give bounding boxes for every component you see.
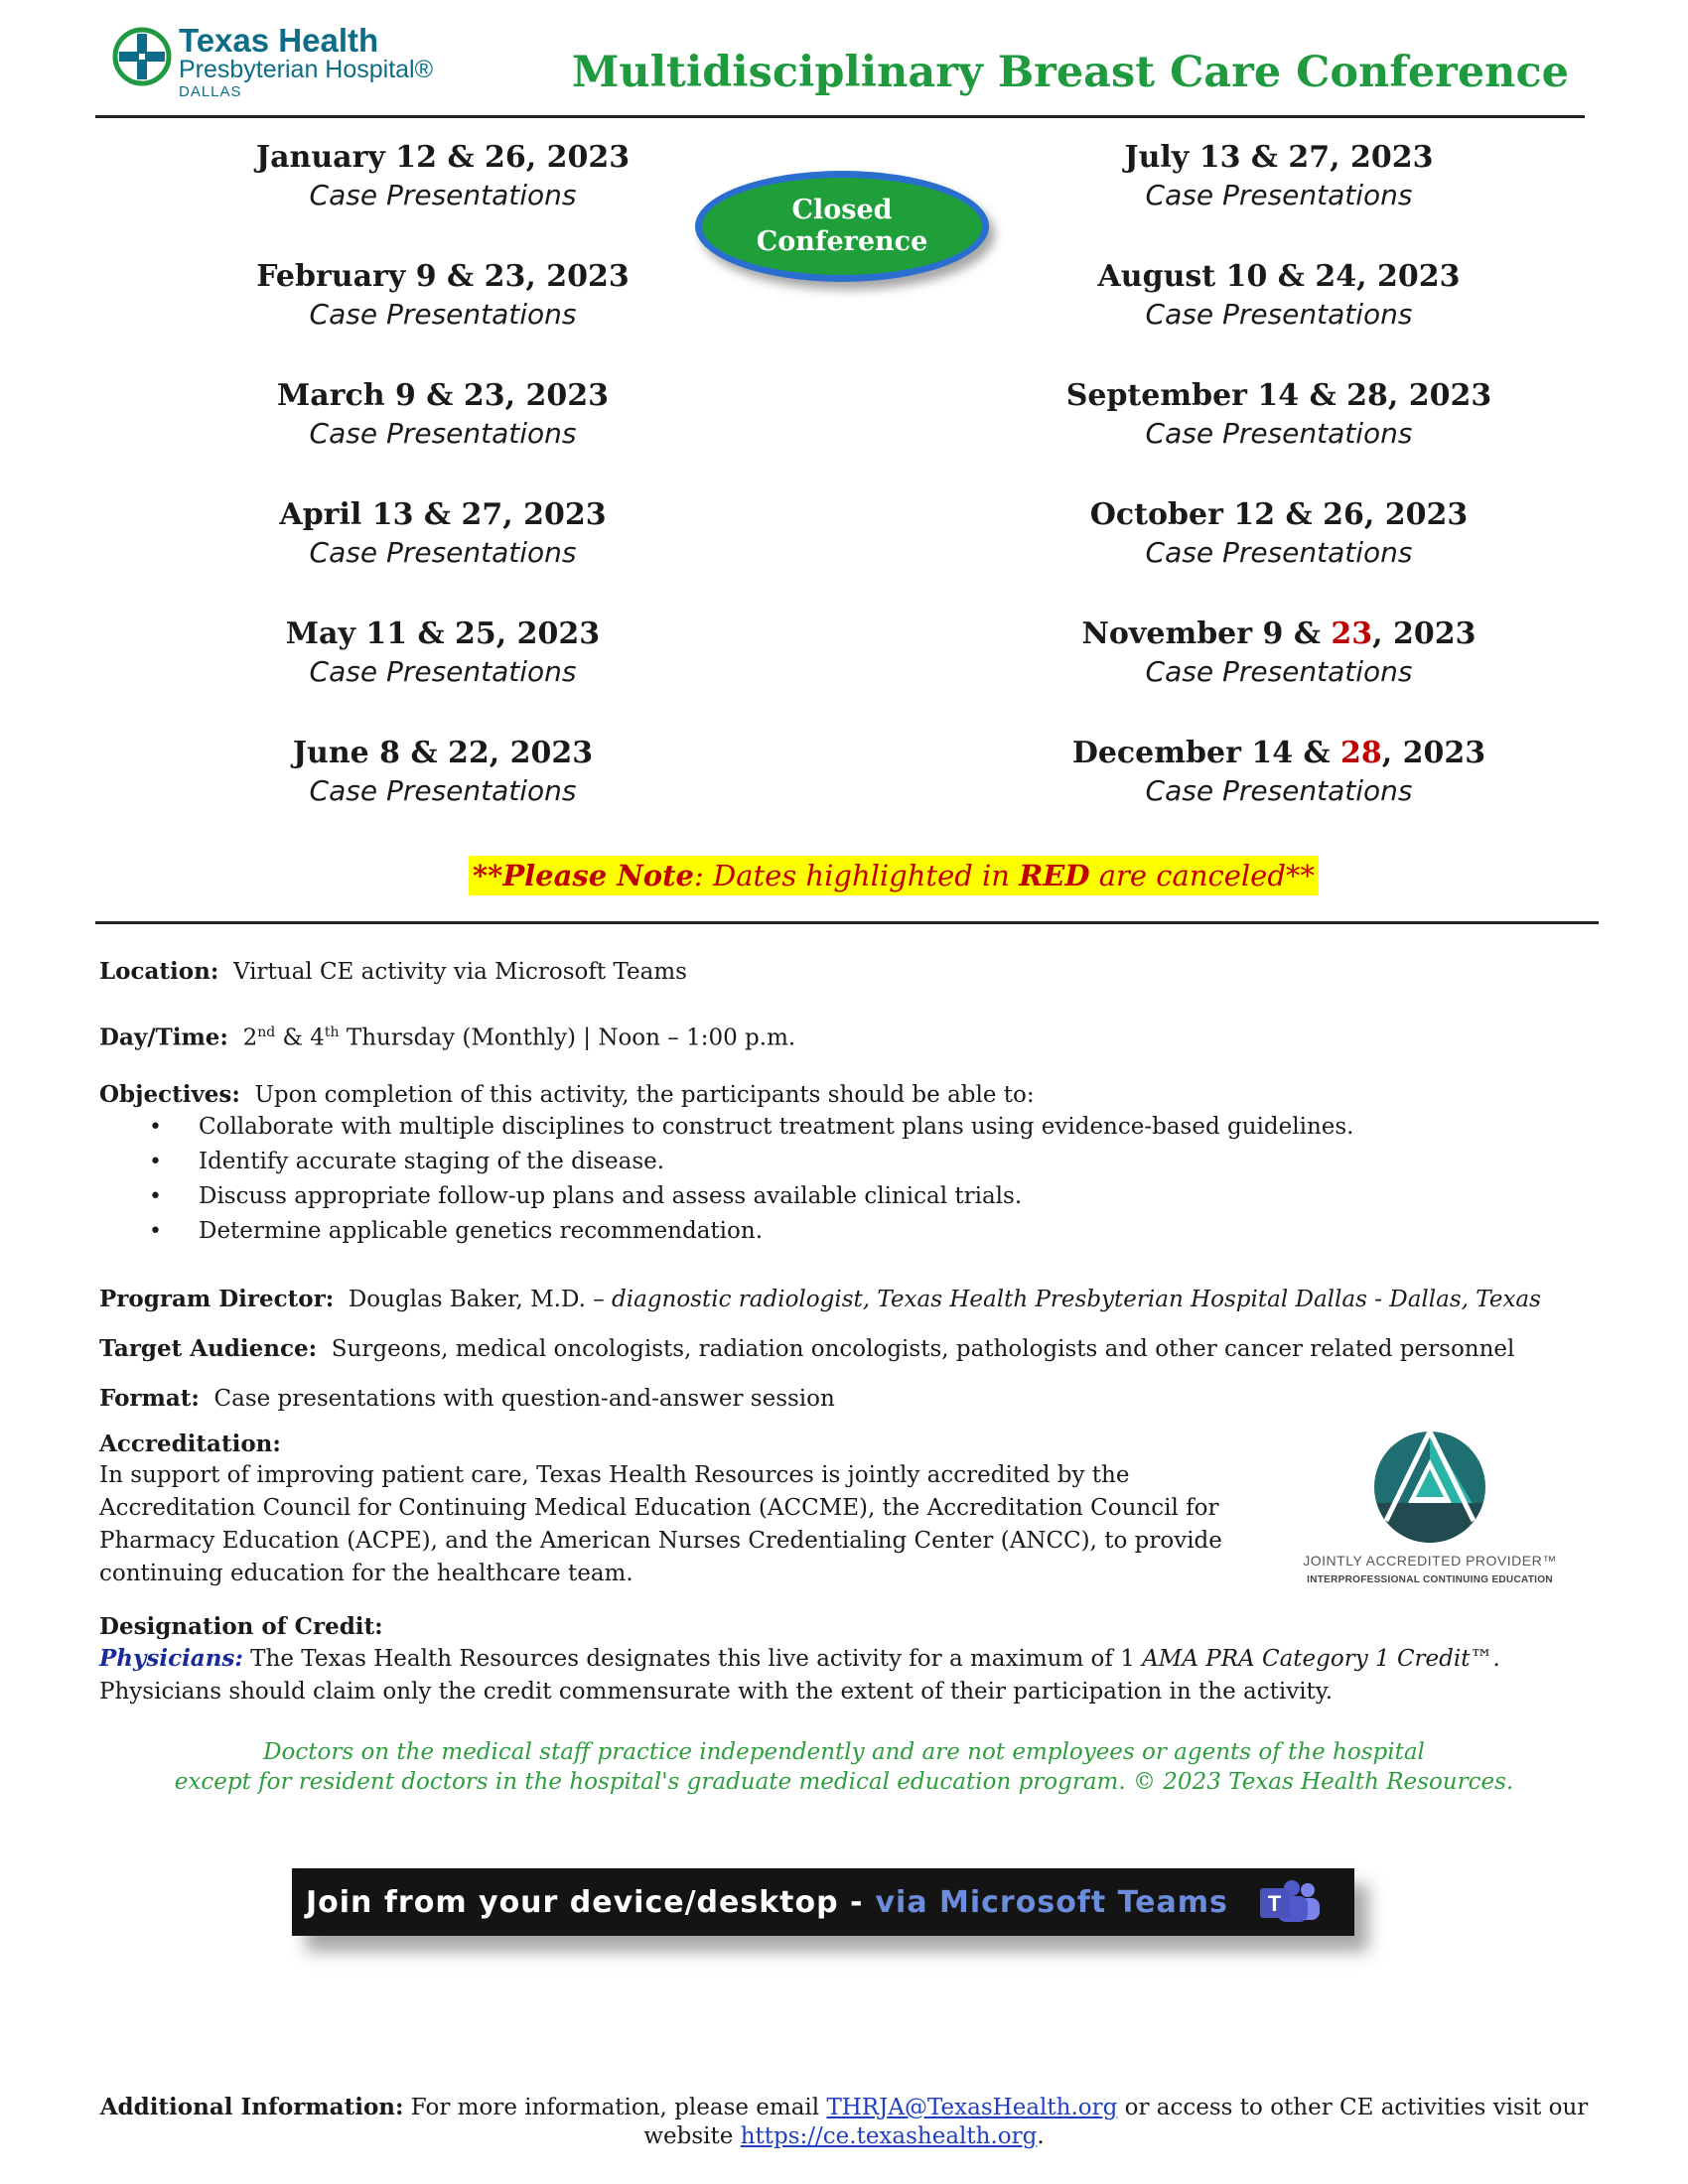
location-value: Virtual CE activity via Microsoft Teams <box>232 959 687 985</box>
disclaimer-line1: Doctors on the medical staff practice independently and are not employees or agents of the hospital <box>263 1739 1425 1765</box>
disclaimer <box>99 1737 1589 1797</box>
schedule-entry <box>185 615 701 735</box>
disclaimer-line2: except for resident doctors in the hospital's graduate medical education program. © 2023 Texas Health Resources. <box>174 1769 1514 1795</box>
schedule-date: April 13 & 27, 2023 <box>279 497 607 532</box>
via-teams-text: via Microsoft Teams <box>875 1884 1228 1920</box>
trademark: ™ <box>1470 1646 1493 1672</box>
schedule-subtitle: Case Presentations <box>309 298 577 331</box>
physicians-text: The Texas Health Resources designates this live activity for a maximum of 1 <box>242 1646 1143 1672</box>
daytime-part: 2 <box>242 1024 258 1051</box>
schedule-date: June 8 & 22, 2023 <box>292 736 594 770</box>
physicians-text: . Physicians should claim only the credit commensurate with the extent of their participation in the activity. <box>99 1646 1500 1705</box>
closed-conference-badge <box>695 171 989 282</box>
microsoft-teams-icon <box>1254 1878 1326 1926</box>
footer-text: For more information, please email <box>403 2095 827 2120</box>
daytime-part: Thursday (Monthly) | Noon – 1:00 p.m. <box>339 1024 796 1051</box>
date-part: , 2023 <box>1372 616 1477 651</box>
schedule-subtitle: Case Presentations <box>1145 536 1413 569</box>
note-bold: Please Note <box>502 859 694 892</box>
schedule-subtitle: Case Presentations <box>1145 179 1413 211</box>
footer-label: Additional Information: <box>99 2094 404 2120</box>
schedule-date: October 12 & 26, 2023 <box>1089 497 1469 532</box>
audience-value: Surgeons, medical oncologists, radiation oncologists, pathologists and other cancer related personnel <box>331 1336 1515 1362</box>
logo-subname: Presbyterian Hospital® <box>179 56 434 83</box>
schedule-subtitle: Case Presentations <box>309 774 577 807</box>
format-label: Format: <box>99 1385 200 1412</box>
footer-text: . <box>1037 2123 1045 2149</box>
date-part: , 2023 <box>1381 736 1486 770</box>
schedule-entry <box>185 496 701 615</box>
daytime-line <box>99 1017 795 1055</box>
list-item: • Discuss appropriate follow-up plans and assess available clinical trials. <box>149 1179 1440 1214</box>
triangle-logo-icon <box>1301 1426 1559 1549</box>
canceled-date: 23 <box>1331 616 1373 651</box>
schedule-date <box>1021 735 1537 772</box>
objectives-intro: Upon completion of this activity, the participants should be able to: <box>254 1082 1035 1108</box>
schedule-entry <box>185 139 701 258</box>
schedule-date: July 13 & 27, 2023 <box>1124 140 1434 175</box>
schedule-subtitle: Case Presentations <box>1145 655 1413 688</box>
daytime-sup: nd <box>257 1024 276 1040</box>
schedule-subtitle: Case Presentations <box>309 655 577 688</box>
schedule-entry <box>1021 377 1537 496</box>
schedule-entry <box>1021 615 1537 735</box>
jap-title: JOINTLY ACCREDITED PROVIDER™ <box>1303 1553 1557 1569</box>
location-line <box>99 955 687 989</box>
additional-information <box>99 2093 1589 2151</box>
schedule-subtitle: Case Presentations <box>309 417 577 450</box>
objectives-label: Objectives: <box>99 1081 240 1108</box>
designation-label: Designation of Credit: <box>99 1613 383 1640</box>
accreditation-text: In support of improving patient care, Texas Health Resources is jointly accredited by the Accreditation Council for Continuing Medical Education (ACCME), the Accreditation Council for Pharmacy Education (ACPE), and the American Nurses Credentialing Center (ANCC), to provide continuing education for the healthcare team. <box>99 1462 1222 1586</box>
join-teams-button[interactable] <box>292 1868 1354 1936</box>
schedule-entry <box>185 258 701 377</box>
objectives-list <box>149 1110 1440 1249</box>
schedule-entry <box>1021 496 1537 615</box>
schedule-right-column <box>1021 139 1537 854</box>
badge-line2: Conference <box>756 226 928 257</box>
schedule-date: March 9 & 23, 2023 <box>277 378 609 413</box>
location-label: Location: <box>99 958 219 985</box>
schedule-date <box>1021 615 1537 653</box>
note-text: are canceled** <box>1089 859 1315 892</box>
list-item: • Determine applicable genetics recommendation. <box>149 1214 1440 1249</box>
cross-logo-icon <box>111 26 173 87</box>
format-line <box>99 1382 835 1416</box>
designation-heading <box>99 1610 383 1644</box>
hospital-logo <box>111 22 434 103</box>
list-item: • Identify accurate staging of the disease. <box>149 1145 1440 1179</box>
svg-text:T: T <box>1267 1891 1283 1916</box>
audience-line <box>99 1332 1514 1366</box>
schedule-entry <box>185 377 701 496</box>
schedule-subtitle: Case Presentations <box>1145 298 1413 331</box>
schedule-subtitle: Case Presentations <box>1145 774 1413 807</box>
director-line <box>99 1283 1541 1316</box>
date-part: December 14 & <box>1071 736 1341 770</box>
accreditation-label: Accreditation: <box>99 1431 281 1457</box>
accreditation-heading <box>99 1428 281 1461</box>
website-link[interactable]: https://ce.texashealth.org <box>740 2123 1038 2149</box>
badge-line1: Closed <box>791 195 893 225</box>
note-text: : Dates highlighted in <box>693 859 1020 892</box>
director-label: Program Director: <box>99 1286 335 1312</box>
schedule-entry <box>1021 139 1537 258</box>
note-red-word: RED <box>1019 859 1090 892</box>
jointly-accredited-logo <box>1301 1426 1559 1594</box>
schedule-entry <box>1021 258 1537 377</box>
schedule-date: February 9 & 23, 2023 <box>256 259 630 294</box>
director-name: Douglas Baker, M.D. – <box>348 1287 613 1312</box>
middle-divider <box>95 921 1599 924</box>
physicians-label: Physicians: <box>99 1645 243 1672</box>
logo-name: Texas Health <box>179 22 379 59</box>
schedule-subtitle: Case Presentations <box>1145 417 1413 450</box>
top-divider <box>95 115 1585 118</box>
schedule-date: January 12 & 26, 2023 <box>255 140 631 175</box>
schedule-date: September 14 & 28, 2023 <box>1065 378 1492 413</box>
canceled-date: 28 <box>1340 736 1382 770</box>
schedule-subtitle: Case Presentations <box>309 536 577 569</box>
format-value: Case presentations with question-and-answer session <box>213 1386 835 1412</box>
daytime-label: Day/Time: <box>99 1024 228 1051</box>
physicians-paragraph <box>99 1642 1549 1708</box>
note-prefix: ** <box>473 859 503 892</box>
schedule-entry <box>1021 735 1537 854</box>
email-link[interactable]: THRJA@TexasHealth.org <box>826 2095 1118 2120</box>
logo-city: DALLAS <box>179 83 242 100</box>
director-role: diagnostic radiologist, Texas Health Presbyterian Hospital Dallas - Dallas, Texas <box>612 1287 1541 1312</box>
audience-label: Target Audience: <box>99 1335 318 1362</box>
schedule-left-column <box>185 139 701 854</box>
cancellation-note <box>469 856 1319 895</box>
list-item: • Collaborate with multiple disciplines to construct treatment plans using evidence-based guidelines. <box>149 1110 1440 1145</box>
credit-name: AMA PRA Category 1 Credit <box>1142 1646 1471 1672</box>
schedule-entry <box>185 735 701 854</box>
objectives-line <box>99 1078 1035 1112</box>
page-title: Multidisciplinary Breast Care Conference <box>571 48 1569 97</box>
schedule-subtitle: Case Presentations <box>309 179 577 211</box>
jap-subtitle: INTERPROFESSIONAL CONTINUING EDUCATION <box>1307 1574 1553 1585</box>
date-part: November 9 & <box>1081 616 1332 651</box>
schedule-date: August 10 & 24, 2023 <box>1097 259 1461 294</box>
daytime-part: & 4 <box>275 1024 325 1051</box>
daytime-sup: th <box>324 1024 340 1040</box>
footer-text: or access to other CE activities visit our website <box>643 2095 1589 2149</box>
schedule-date: May 11 & 25, 2023 <box>285 616 601 651</box>
join-text: Join from your device/desktop - <box>306 1884 864 1920</box>
